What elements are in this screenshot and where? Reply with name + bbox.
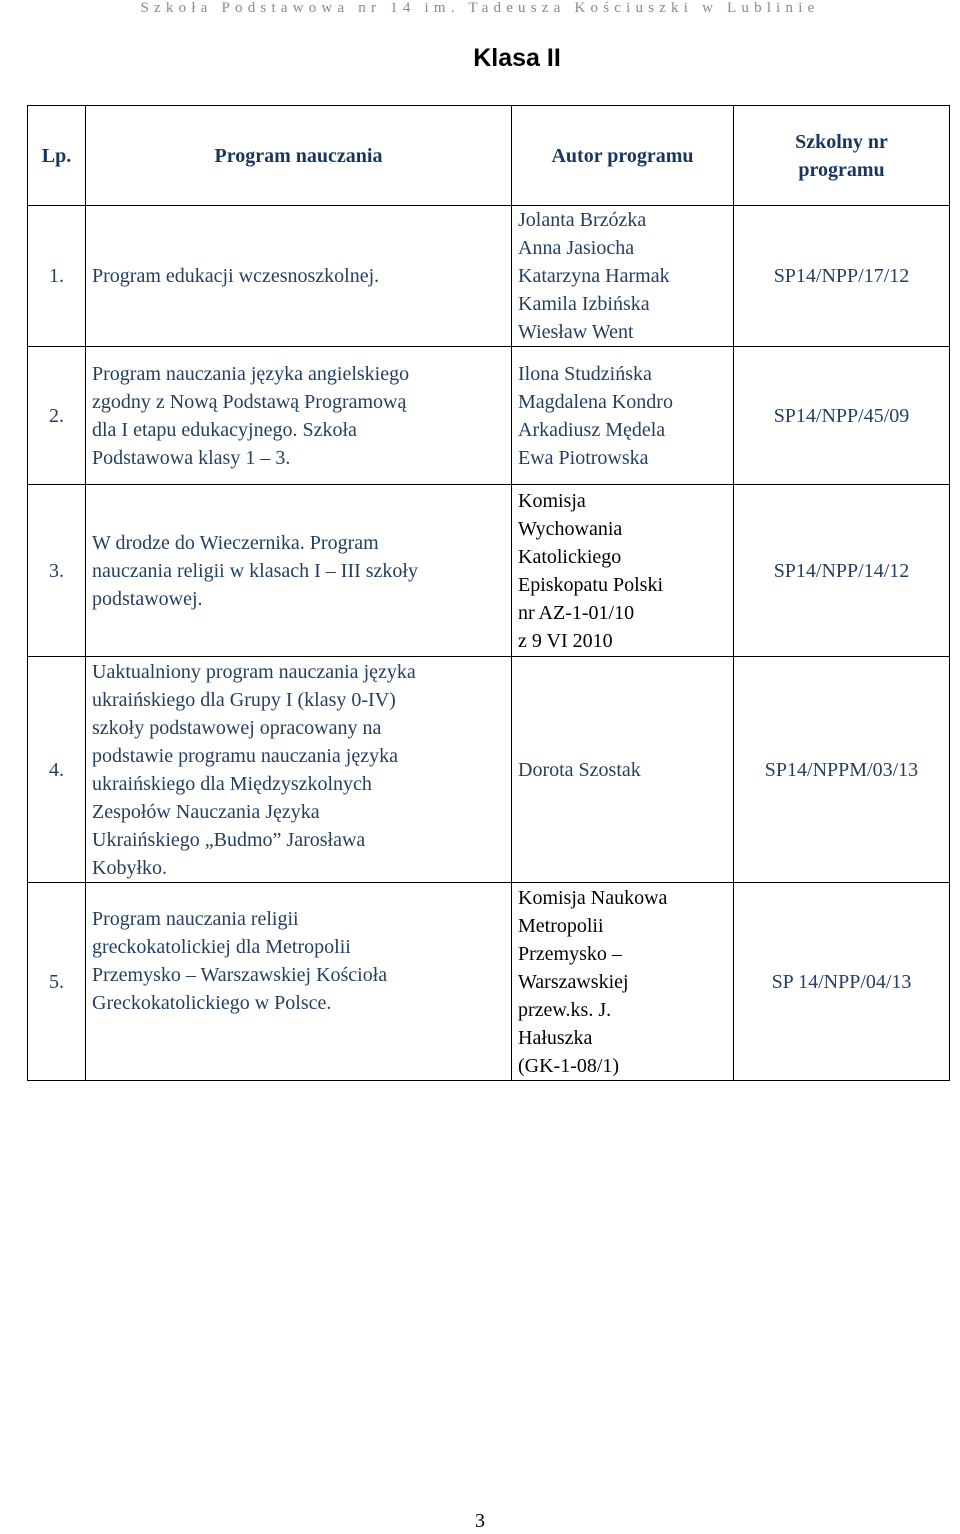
table-row — [28, 883, 950, 1081]
program-authors: Komisja Wychowania Katolickiego Episkopatu Polski nr AZ-1-01/10 z 9 VI 2010 — [512, 485, 734, 657]
program-authors: Dorota Szostak — [512, 657, 734, 883]
program-name: Program nauczania religii greckokatolickiej dla Metropolii Przemysko – Warszawskiej Kościoła Greckokatolickiego w Polsce. — [86, 883, 512, 1081]
header-code: Szkolny nr programu — [734, 106, 950, 206]
row-number: 1. — [28, 206, 86, 347]
page-number: 3 — [475, 1510, 485, 1532]
program-authors: Ilona Studzińska Magdalena Kondro Arkadiusz Mędela Ewa Piotrowska — [512, 347, 734, 485]
program-code: SP 14/NPP/04/13 — [734, 883, 950, 1081]
page-title: Klasa II — [473, 44, 561, 72]
program-name: Uaktualniony program nauczania języka ukraińskiego dla Grupy I (klasy 0-IV) szkoły podstawowej opracowany na podstawie programu nauczania języka ukraińskiego dla Międzyszkolnych Zespołów Nauczania Języka Ukraińskiego „Budmo” Jarosława Kobyłko. — [86, 657, 512, 883]
program-name: Program edukacji wczesnoszkolnej. — [86, 206, 512, 347]
program-name: Program nauczania języka angielskiego zgodny z Nową Podstawą Programową dla I etapu edukacyjnego. Szkoła Podstawowa klasy 1 – 3. — [86, 347, 512, 485]
running-header: Szkoła Podstawowa nr 14 im. Tadeusza Kościuszki w Lublinie — [140, 0, 820, 16]
row-number: 3. — [28, 485, 86, 657]
row-number: 5. — [28, 883, 86, 1081]
program-code: SP14/NPP/14/12 — [734, 485, 950, 657]
row-number: 2. — [28, 347, 86, 485]
program-code: SP14/NPP/45/09 — [734, 347, 950, 485]
row-number: 4. — [28, 657, 86, 883]
program-code: SP14/NPPM/03/13 — [734, 657, 950, 883]
table-row — [28, 485, 950, 657]
header-author: Autor programu — [512, 106, 734, 206]
table-row — [28, 657, 950, 883]
program-code: SP14/NPP/17/12 — [734, 206, 950, 347]
header-lp: Lp. — [28, 106, 86, 206]
program-authors: Komisja Naukowa Metropolii Przemysko – Warszawskiej przew.ks. J. Hałuszka (GK-1-08/1) — [512, 883, 734, 1081]
header-program: Program nauczania — [86, 106, 512, 206]
table-row — [28, 347, 950, 485]
program-authors: Jolanta Brzózka Anna Jasiocha Katarzyna Harmak Kamila Izbińska Wiesław Went — [512, 206, 734, 347]
table-row — [28, 206, 950, 347]
table-header-row — [28, 106, 950, 206]
program-table — [27, 105, 950, 1081]
program-name: W drodze do Wieczernika. Program nauczania religii w klasach I – III szkoły podstawowej. — [86, 485, 512, 657]
